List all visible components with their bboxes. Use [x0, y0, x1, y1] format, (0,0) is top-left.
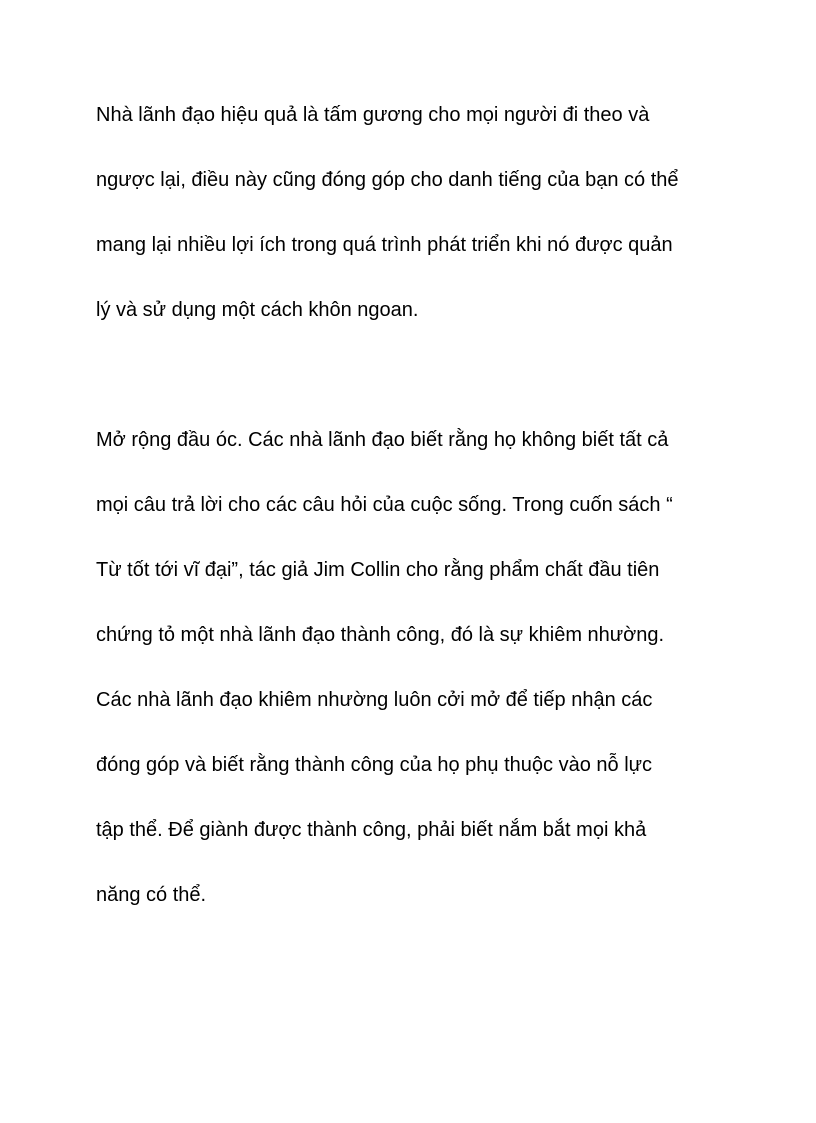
paragraph-line: Nhà lãnh đạo hiệu quả là tấm gương cho mọi người đi theo và	[96, 104, 650, 126]
paragraph-line: Từ tốt tới vĩ đại”, tác giả Jim Collin cho rằng phẩm chất đầu tiên	[96, 559, 660, 581]
paragraph-open-mind	[96, 408, 776, 928]
paragraph-line: năng có thể.	[96, 884, 207, 906]
paragraph-line: ngược lại, điều này cũng đóng góp cho danh tiếng của bạn có thể	[96, 169, 679, 191]
paragraph-line: tập thể. Để giành được thành công, phải biết nắm bắt mọi khả	[96, 819, 647, 841]
paragraph-line: Mở rộng đầu óc. Các nhà lãnh đạo biết rằng họ không biết tất cả	[96, 429, 669, 451]
paragraph-line: mọi câu trả lời cho các câu hỏi của cuộc sống. Trong cuốn sách “	[96, 494, 673, 516]
paragraph-line: chứng tỏ một nhà lãnh đạo thành công, đó là sự khiêm nhường.	[96, 624, 665, 646]
paragraph-line: mang lại nhiều lợi ích trong quá trình phát triển khi nó được quản	[96, 234, 673, 256]
paragraph-leadership-example	[96, 83, 776, 343]
paragraph-line: Các nhà lãnh đạo khiêm nhường luôn cởi mở để tiếp nhận các	[96, 689, 653, 711]
paragraph-line: lý và sử dụng một cách khôn ngoan.	[96, 299, 419, 321]
paragraph-line: đóng góp và biết rằng thành công của họ phụ thuộc vào nỗ lực	[96, 754, 653, 776]
